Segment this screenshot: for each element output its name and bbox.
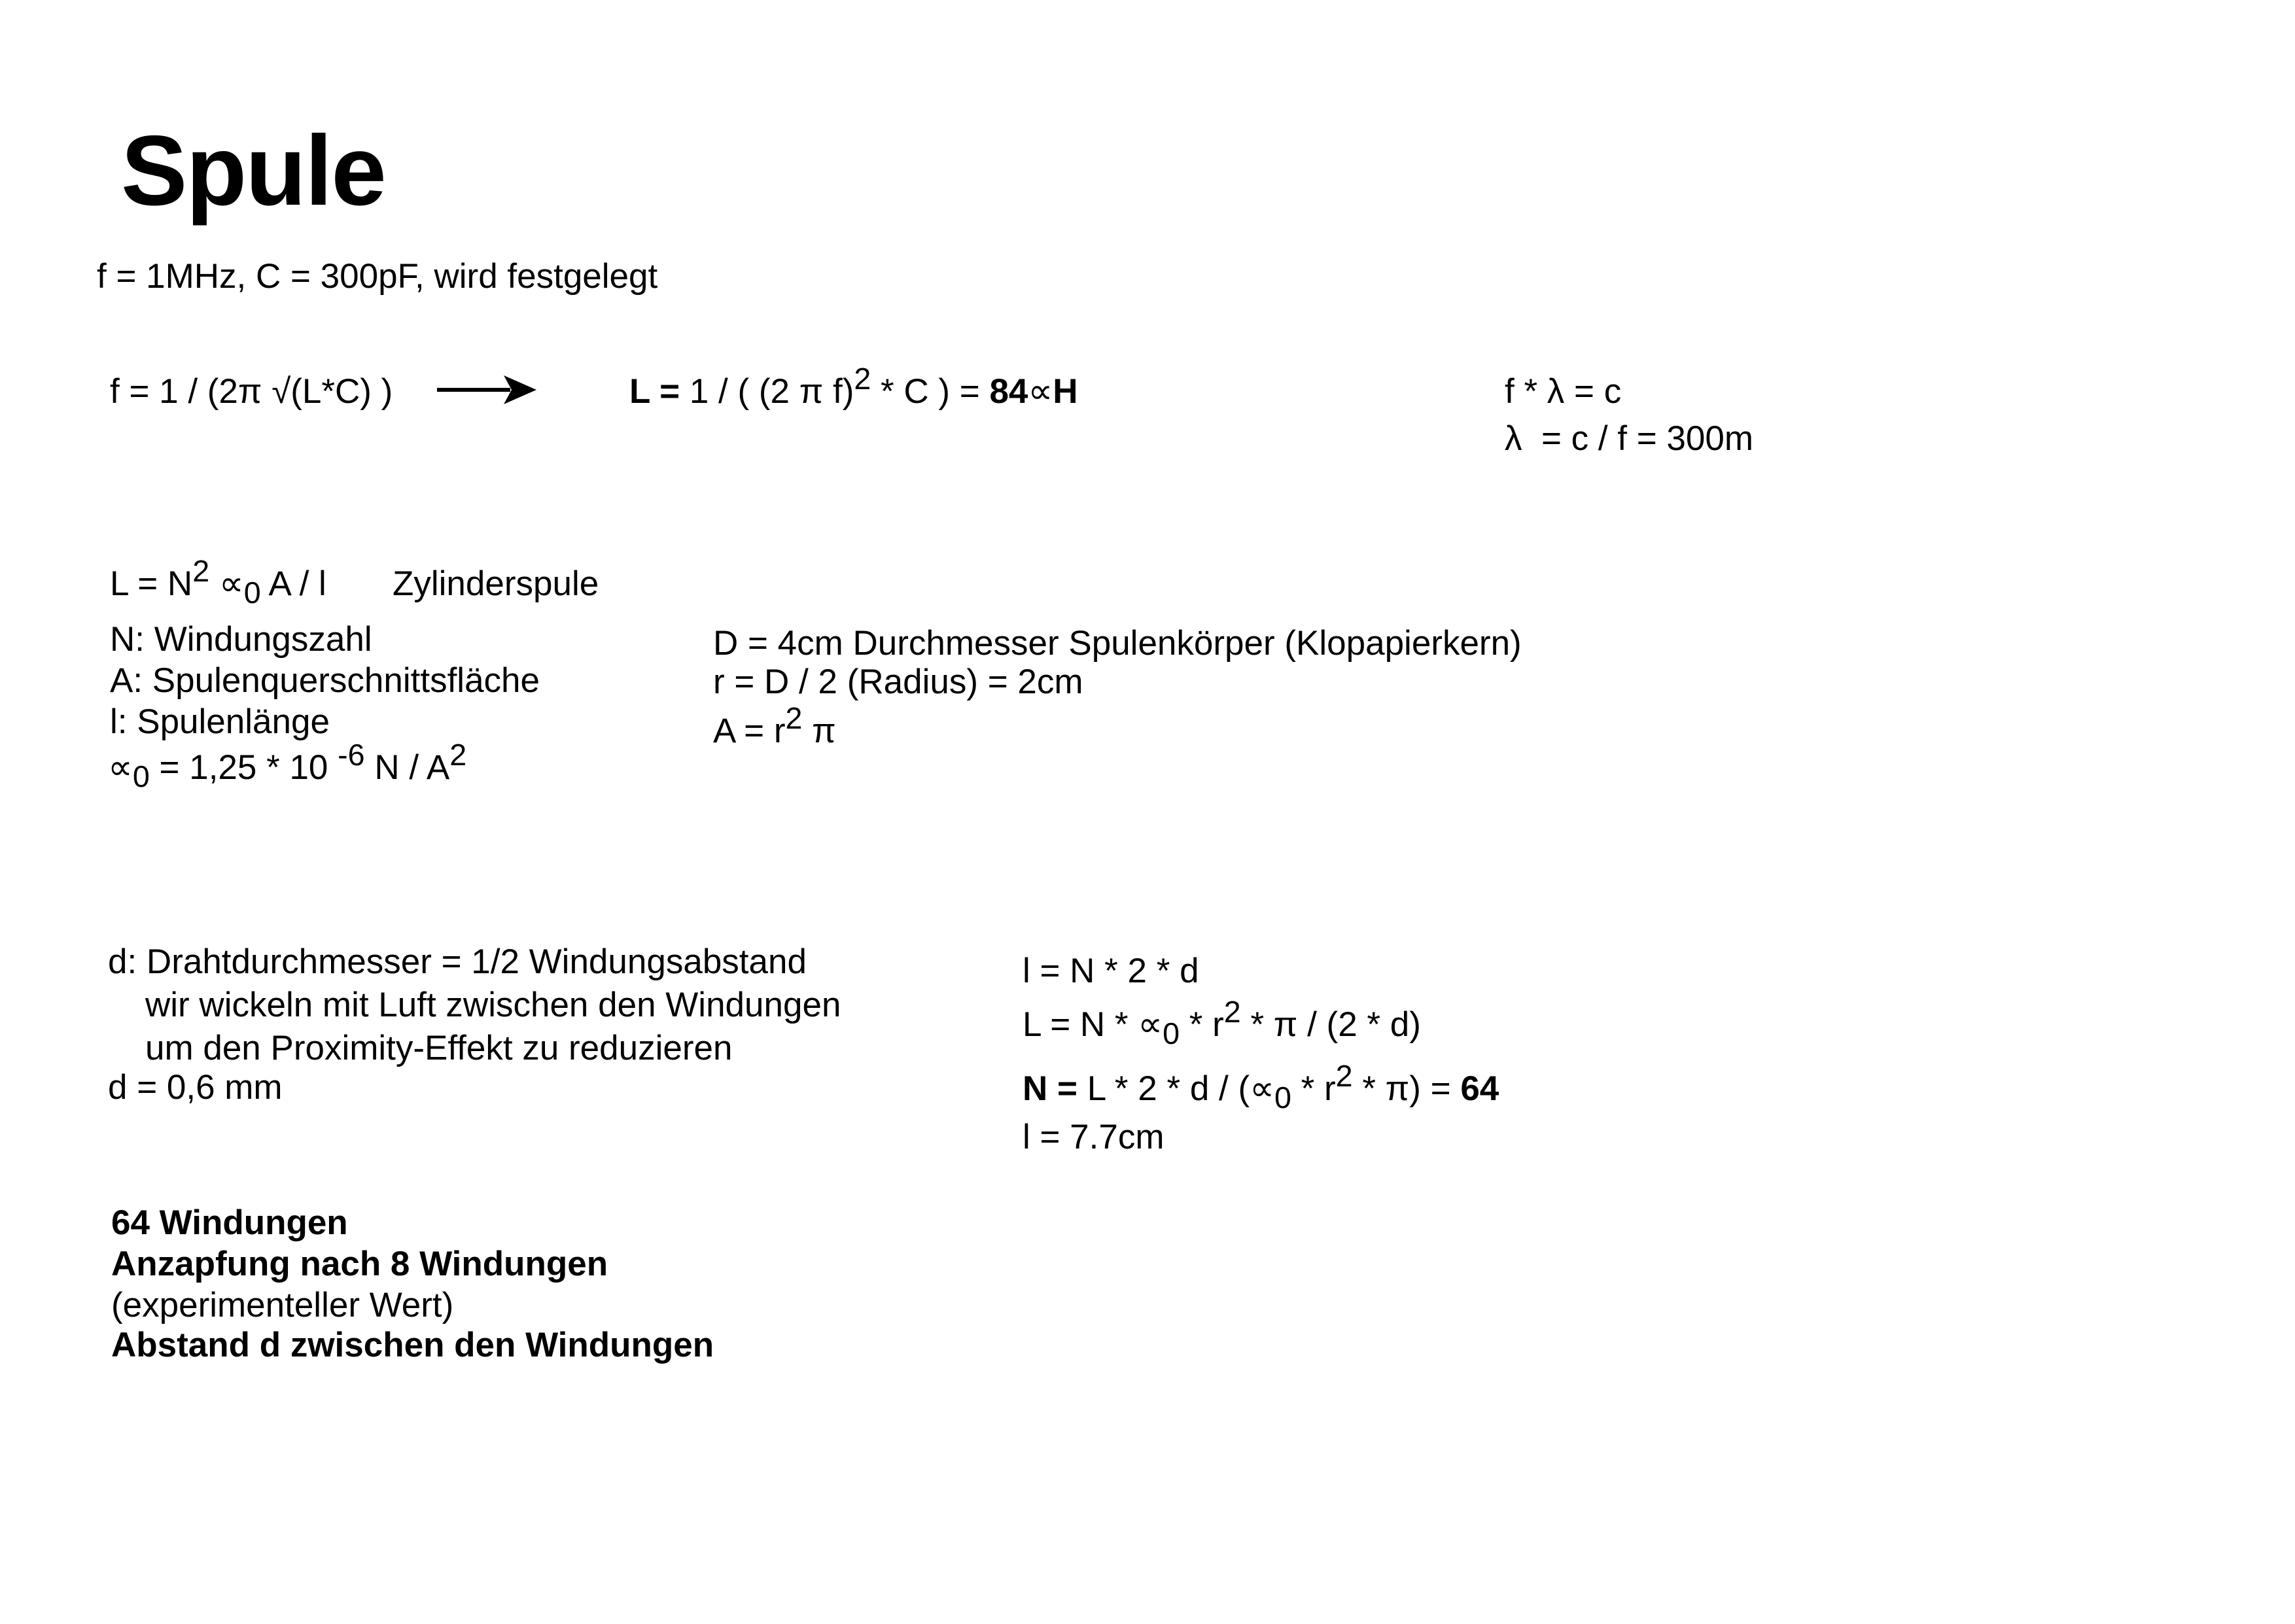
cylinder-coil-formula: L = N2 ∝0 A / l — [110, 553, 326, 610]
inductance-winding-formula: L = N * ∝0 * r2 * π / (2 * d) — [1023, 994, 1421, 1051]
cylinder-coil-label: Zylinderspule — [393, 564, 599, 603]
right-arrow-icon — [433, 366, 544, 413]
resonance-formula: f = 1 / (2π √(L*C) ) — [110, 372, 393, 411]
area-formula: A = r2 π — [713, 700, 836, 750]
radius-line: r = D / 2 (Radius) = 2cm — [713, 663, 1083, 701]
mu0-constant-formula: ∝0 = 1,25 * 10 -6 N / A2 — [108, 737, 467, 794]
summary-tap: Anzapfung nach 8 Windungen — [111, 1245, 608, 1283]
coil-length-formula: l = N * 2 * d — [1023, 952, 1199, 990]
turns-count-formula: N = L * 2 * d / (∝0 * r2 * π) = 64 — [1023, 1058, 1499, 1115]
wavelength-relation-formula: f * λ = c — [1505, 372, 1622, 411]
wire-proximity-note: um den Proximity-Effekt zu reduzieren — [145, 1029, 733, 1067]
definition-N: N: Windungszahl — [110, 620, 372, 659]
wavelength-result-formula: λ = c / f = 300m — [1505, 419, 1754, 458]
definition-A: A: Spulenquerschnittsfläche — [110, 661, 540, 700]
coil-length-result: l = 7.7cm — [1023, 1118, 1165, 1156]
summary-turns: 64 Windungen — [111, 1203, 348, 1242]
diameter-line: D = 4cm Durchmesser Spulenkörper (Klopapierkern) — [713, 624, 1522, 663]
wire-air-note: wir wickeln mit Luft zwischen den Windungen — [145, 986, 841, 1024]
page-title: Spule — [121, 115, 385, 226]
wire-diameter-note: d: Drahtdurchmesser = 1/2 Windungsabstand — [108, 942, 807, 981]
summary-spacing: Abstand d zwischen den Windungen — [111, 1326, 714, 1364]
definition-l: l: Spulenlänge — [110, 702, 330, 741]
summary-experimental-note: (experimenteller Wert) — [111, 1286, 454, 1324]
wire-diameter-value: d = 0,6 mm — [108, 1068, 283, 1107]
inductance-result-formula: L = 1 / ( (2 π f)2 * C ) = 84∝H — [629, 361, 1078, 411]
given-parameters-line: f = 1MHz, C = 300pF, wird festgelegt — [97, 257, 658, 296]
